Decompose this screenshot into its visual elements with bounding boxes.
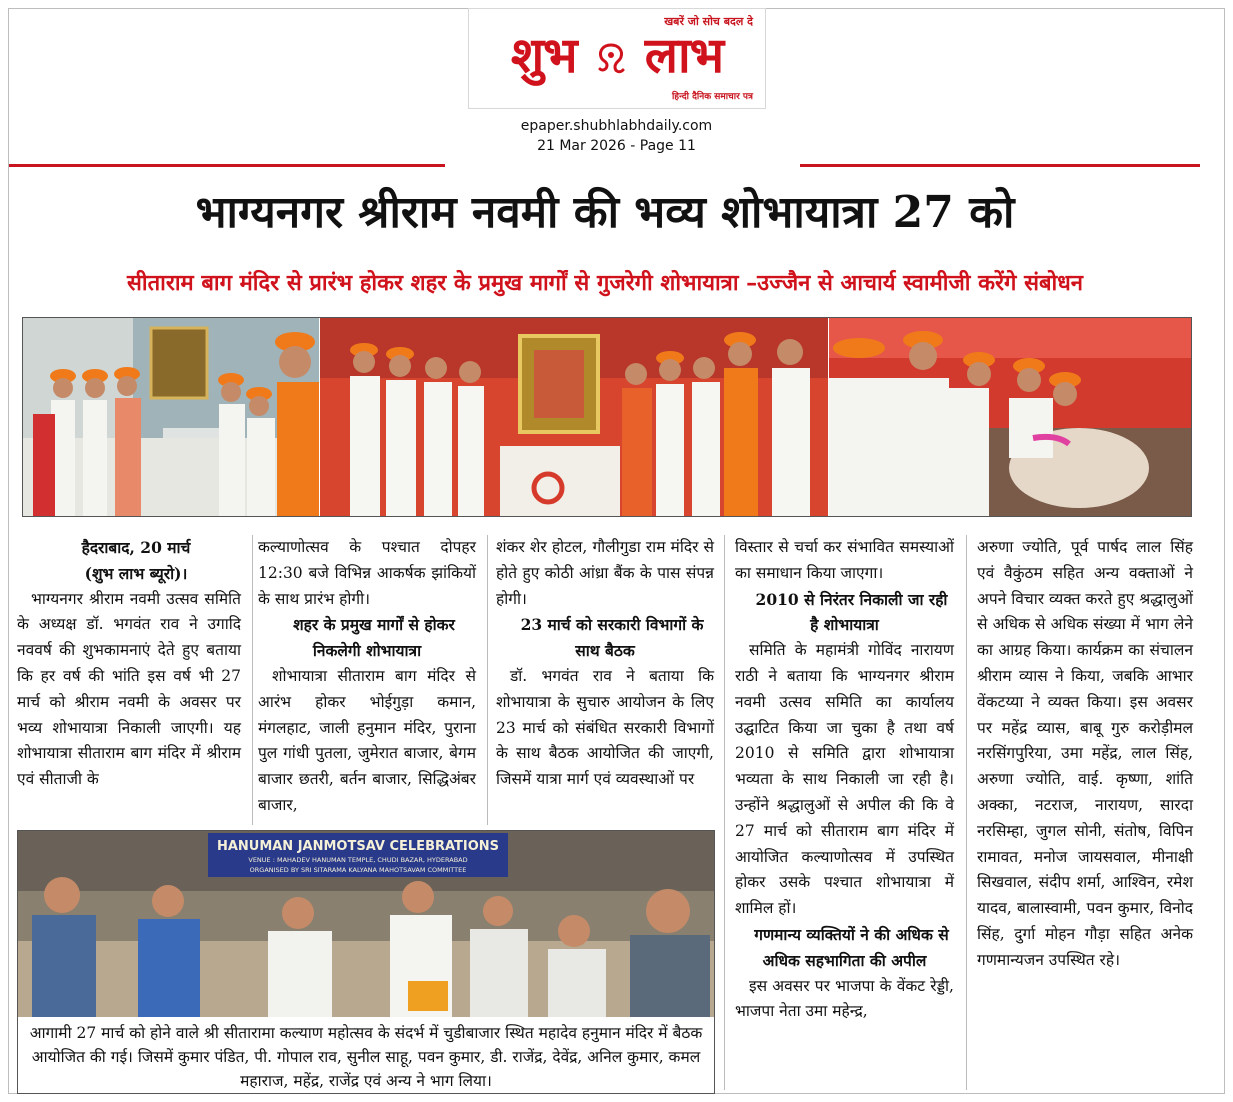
column-divider [487,535,488,825]
masthead-name-right: लाभ [644,27,724,84]
article-subheading-meeting: 23 मार्च को सरकारी विभागों के साथ बैठक [520,615,704,661]
banner-organiser: ORGANISED BY SRI SITARAMA KALYANA MAHOTSAVAM COMMITTEE [249,866,467,874]
masthead-name [473,26,761,86]
article-body-col4a: विस्तार से चर्चा कर संभावित समस्याओं का समाधान किया जाएगा। [735,538,954,582]
article-subheading-route: शहर के प्रमुख मार्गों से होकर निकलेगी शोभायात्रा [293,615,455,661]
article-subheading-2010: 2010 से निरंतर निकाली जा रही है शोभायात्रा [755,589,948,635]
article-column-5 [977,535,1193,974]
photo-stage-group[interactable] [320,318,828,516]
article-body-col2b: शोभायात्रा सीताराम बाग मंदिर से आरंभ होकर भोईगुड़ा कमान, मंगलहाट, जाली हनुमान मंदिर, पुराना पुल गांधी पुतला, जुमेरात बाजार, बेगम बाजार छतरी, बर्तन बाजार, सिद्धिअंबर बाजार, [258,666,476,814]
banner-title: HANUMAN JANMOTSAV CELEBRATIONS [216,839,500,854]
article-subheadline: सीताराम बाग मंदिर से प्रारंभ होकर शहर के प्रमुख मार्गों से गुजरेगी शोभायात्रा –उज्जैन से आचार्य स्वामीजी करेंगे संबोधन [127,270,1083,296]
article-body-col4c: इस अवसर पर भाजपा के वेंकट रेड्डी, भाजपा नेता उमा महेन्द्र, [735,976,954,1021]
masthead-tagline: खबरें जो सोच बदल दे [664,15,753,28]
article-column-2 [258,535,476,819]
article-body-col5: अरुणा ज्योति, पूर्व पार्षद लाल सिंह एवं वैकुंठम सहित अन्य वक्ताओं ने अपने विचार व्यक्त करते हुए श्रद्धालुओं से अधिक से अधिक संख्या में भाग लेने का आग्रह किया। कार्यक्रम का संचालन श्रीराम व्यास ने किया, जबकि आभार वेंकटय्या ने व्यक्त किया। इस अवसर पर महेंद्र व्यास, बाबू गुरु करोड़ीमल नरसिंगपुरिया, उमा महेंद्र, लाल सिंह, अरुणा ज्योति, वाई. कृष्णा, शांति अक्का, नटराज, नारायण, सारदा नरसिम्हा, जुगल सोनी, संतोष, विपिन रामावत, मनोज जायसवाल, मीनाक्षी सिखवाल, संदीप शर्मा, आश्विन, रमेश यादव, बालास्वामी, पवन कुमार, विनोद सिंह, दुर्गा मोहन गौड़ा सहित अनेक गणमान्यजन उपस्थित रहे। [977,538,1193,969]
epaper-site[interactable]: epaper.shubhlabhdaily.com [520,118,713,134]
column-divider [724,535,725,1090]
article-headline: भाग्यनगर श्रीराम नवमी की भव्य शोभायात्रा 27 को [195,187,1015,238]
meeting-photo-caption: आगामी 27 मार्च को होने वाले श्री सीतारामा कल्याण महोत्सव के संदर्भ में चुडीबाजार स्थित महादेव हनुमान मंदिर में बैठक आयोजित की गई। जिसमें कुमार पंडित, पी. गोपाल राव, सुनील साहू, पवन कुमार, डी. राजेंद्र, देवेंद्र, अनिल कुमार, कमल महाराज, महेंद्र, राजेंद्र एवं अन्य ने भाग लिया। [29,1024,703,1090]
article-dateline: हैदराबाद, 20 मार्च [81,538,191,557]
article-body-col3a: शंकर शेर होटल, गौलीगुडा राम मंदिर से होते हुए कोठी आंध्रा बैंक के पास संपन्न होगी। [496,538,714,608]
edition-date-page: 21 Mar 2026 - Page 11 [537,138,696,154]
photo-cow-puja[interactable] [829,318,1191,516]
article-column-1 [17,535,241,793]
article-bureau: (शुभ लाभ ब्यूरो)। [84,563,188,583]
article-subheading-appeal: गणमान्य व्यक्तियों ने की अधिक से अधिक सहभागिता की अपील [754,924,949,970]
masthead-subtitle: हिन्दी दैनिक समाचार पत्र [671,92,753,102]
photo-temple-visit[interactable] [23,318,319,516]
article-body-col1: भाग्यनगर श्रीराम नवमी उत्सव समिति के अध्यक्ष डॉ. भगवंत राव ने उगादि नववर्ष की शुभकामनाएं देते हुए बताया कि हर वर्ष की भांति इस वर्ष भी 27 मार्च को श्रीराम नवमी के अवसर पर भव्य शोभायात्रा निकाली जाएगी। यह शोभायात्रा सीताराम बाग मंदिर में श्रीराम एवं सीताजी के [17,589,241,789]
article-body-col4b: समिति के महामंत्री गोविंद नारायण राठी ने बताया कि भाग्यनगर श्रीराम नवमी उत्सव समिति का कार्यालय उद्घाटित किया जा चुका है तथा वर्ष 2010 से समिति द्वारा शोभायात्रा भव्यता के साथ निकाली जा रही है। उन्होंने श्रद्धालुओं से अपील की कि वे 27 मार्च को सीताराम बाग मंदिर में आयोजित कल्याणोत्सव में उपस्थित होकर उसके पश्चात शोभायात्रा में शामिल हों। [735,641,954,918]
masthead-logo[interactable] [468,8,766,109]
column-divider [966,535,967,1090]
header-rule-right [800,164,1200,167]
column-divider [252,535,253,825]
article-column-3 [496,535,714,793]
ganesh-icon [593,41,629,77]
meeting-photo-box[interactable] [17,830,715,1094]
article-body-col3b: डॉ. भगवंत राव ने बताया कि शोभायात्रा के सुचारु आयोजन के लिए 23 मार्च को संबंधित सरकारी विभागों के साथ बैठक आयोजित की जाएगी, जिसमें यात्रा मार्ग एवं व्यवस्थाओं पर [496,666,714,789]
banner-venue: VENUE : MAHADEV HANUMAN TEMPLE, CHUDI BAZAR, HYDERABAD [248,856,468,864]
top-photo-strip[interactable] [22,317,1192,517]
masthead-name-left: शुभ [510,27,577,84]
header-rule-left [9,164,445,167]
article-body-col2a: कल्याणोत्सव के पश्चात दोपहर 12:30 बजे विभिन्न आकर्षक झांकियों के साथ प्रारंभ होगी। [258,538,476,608]
photo-meeting[interactable] [18,831,715,1017]
article-column-4 [735,535,954,1025]
